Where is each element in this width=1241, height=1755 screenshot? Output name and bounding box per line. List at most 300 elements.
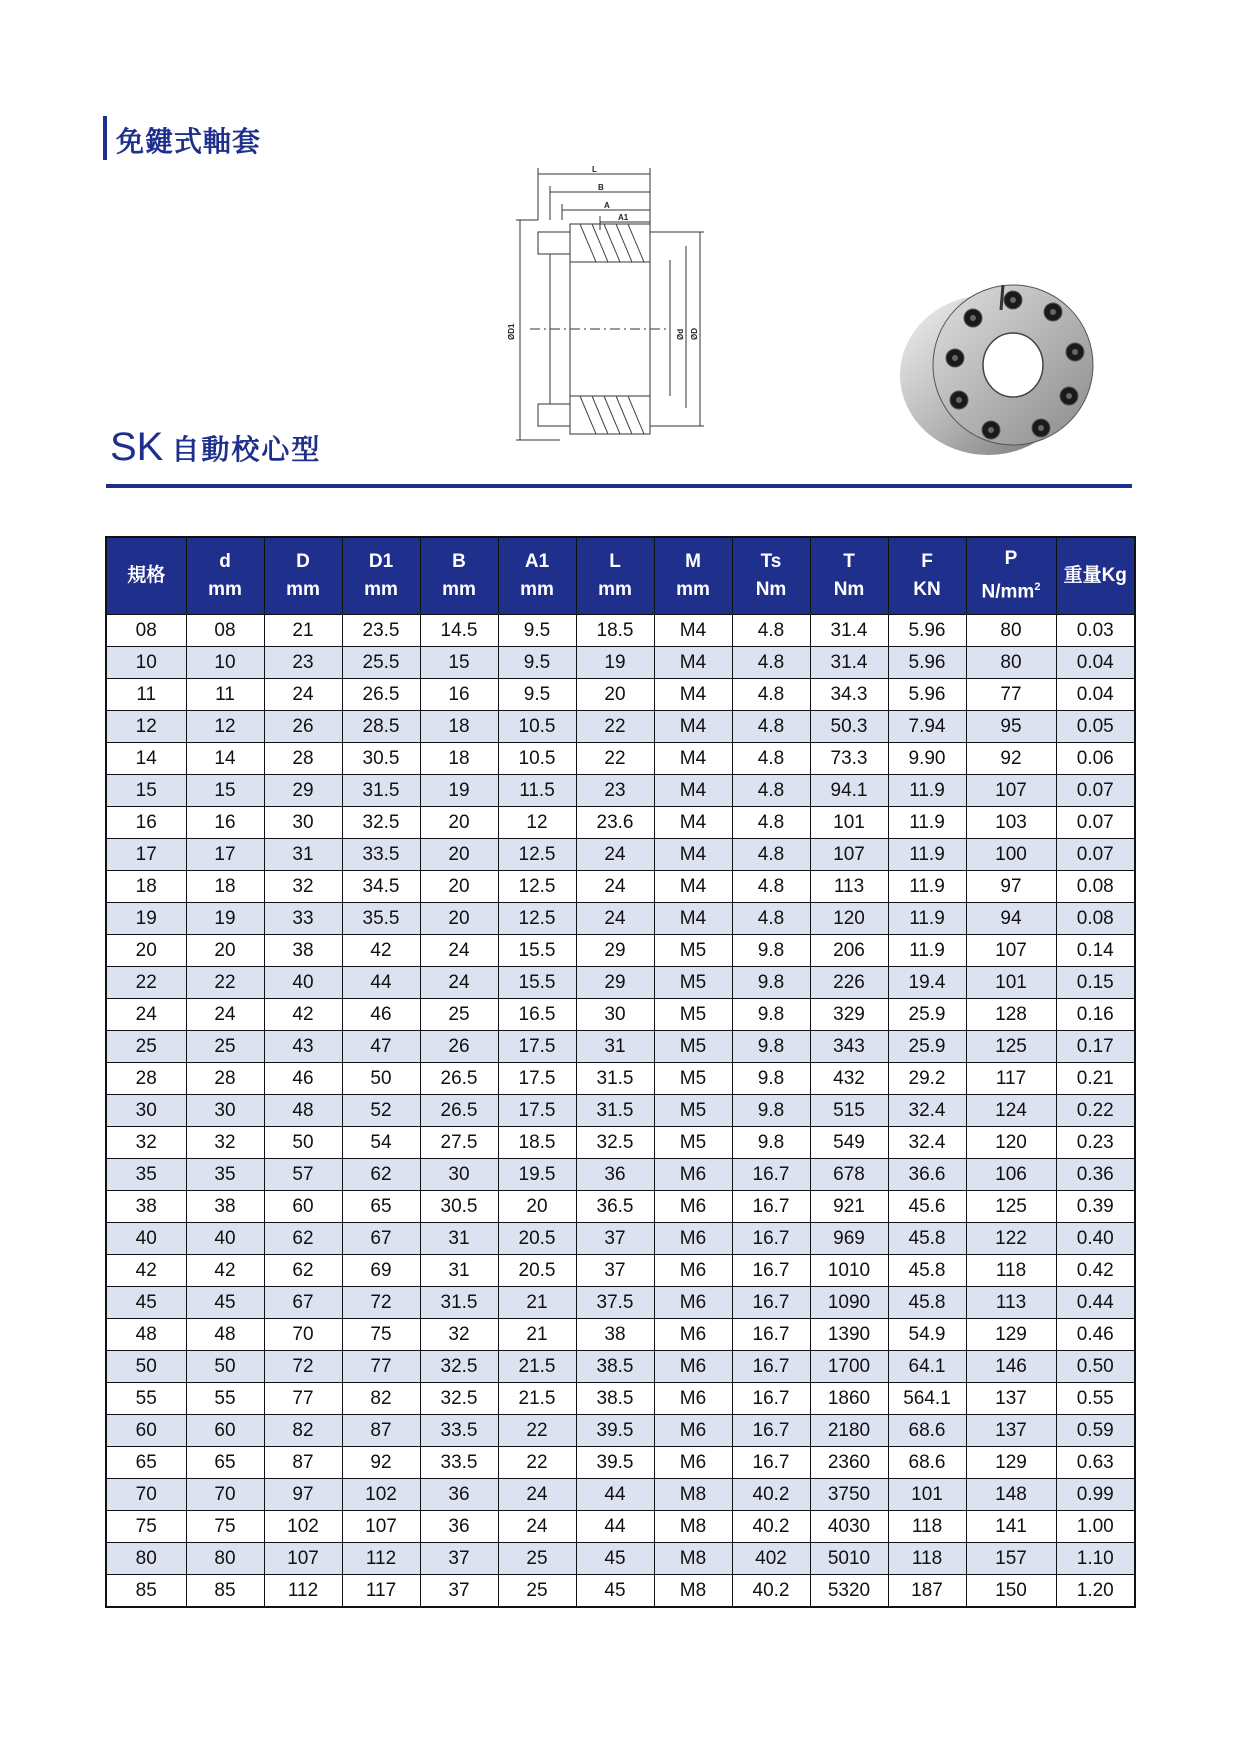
table-cell: 45.8 (888, 1255, 966, 1287)
table-cell: 11 (106, 679, 186, 711)
table-cell: M4 (654, 679, 732, 711)
table-cell: 33 (264, 903, 342, 935)
table-cell: 24 (186, 999, 264, 1031)
table-cell: 27.5 (420, 1127, 498, 1159)
table-cell: 36 (420, 1511, 498, 1543)
table-cell: 60 (264, 1191, 342, 1223)
table-cell: 38 (576, 1319, 654, 1351)
table-cell: 113 (966, 1287, 1056, 1319)
table-cell: 32.5 (342, 807, 420, 839)
table-row (106, 903, 1135, 935)
table-cell: M5 (654, 1095, 732, 1127)
table-row (106, 1255, 1135, 1287)
table-cell: 92 (342, 1447, 420, 1479)
dimension-drawing (500, 160, 710, 450)
table-cell: 34.3 (810, 679, 888, 711)
table-cell: 129 (966, 1447, 1056, 1479)
table-cell: 75 (106, 1511, 186, 1543)
table-cell: 38 (106, 1191, 186, 1223)
table-cell: 4.8 (732, 743, 810, 775)
table-cell: 38 (186, 1191, 264, 1223)
table-cell: 21 (498, 1319, 576, 1351)
table-cell: 9.8 (732, 1127, 810, 1159)
product-photo (893, 270, 1103, 460)
table-cell: 137 (966, 1383, 1056, 1415)
table-cell: 31.4 (810, 615, 888, 647)
table-cell: 80 (966, 615, 1056, 647)
table-cell: 48 (186, 1319, 264, 1351)
table-cell: 68.6 (888, 1415, 966, 1447)
table-cell: 44 (342, 967, 420, 999)
table-cell: 85 (106, 1575, 186, 1608)
table-cell: 94.1 (810, 775, 888, 807)
table-cell: M6 (654, 1255, 732, 1287)
table-cell: 101 (966, 967, 1056, 999)
table-cell: 0.03 (1056, 615, 1135, 647)
table-cell: 19 (420, 775, 498, 807)
table-cell: 4.8 (732, 871, 810, 903)
table-cell: 4.8 (732, 775, 810, 807)
table-row (106, 1575, 1135, 1608)
table-row (106, 839, 1135, 871)
table-cell: 107 (264, 1543, 342, 1575)
table-cell: 62 (264, 1255, 342, 1287)
table-cell: 33.5 (420, 1415, 498, 1447)
table-cell: 26.5 (420, 1063, 498, 1095)
section-name: 自動校心型 (171, 433, 322, 465)
table-cell: 19.4 (888, 967, 966, 999)
table-cell: 22 (498, 1447, 576, 1479)
col-header-d: d mm (186, 537, 264, 615)
table-cell: 40 (186, 1223, 264, 1255)
table-cell: 87 (342, 1415, 420, 1447)
table-cell: 4.8 (732, 679, 810, 711)
table-cell: 0.04 (1056, 679, 1135, 711)
col-header-D1: D1 mm (342, 537, 420, 615)
table-cell: 40.2 (732, 1575, 810, 1608)
dim-label-B: B (598, 183, 604, 192)
table-cell: 25.5 (342, 647, 420, 679)
table-cell: 82 (342, 1383, 420, 1415)
table-cell: 1090 (810, 1287, 888, 1319)
table-cell: 77 (342, 1351, 420, 1383)
table-cell: M4 (654, 743, 732, 775)
table-cell: M6 (654, 1415, 732, 1447)
table-row (106, 679, 1135, 711)
table-cell: 42 (342, 935, 420, 967)
table-cell: 35.5 (342, 903, 420, 935)
table-row (106, 967, 1135, 999)
table-cell: 549 (810, 1127, 888, 1159)
table-cell: 12 (498, 807, 576, 839)
table-cell: 343 (810, 1031, 888, 1063)
table-cell: 0.07 (1056, 807, 1135, 839)
table-cell: M8 (654, 1543, 732, 1575)
table-cell: 0.07 (1056, 839, 1135, 871)
table-cell: 1.10 (1056, 1543, 1135, 1575)
table-cell: 1.00 (1056, 1511, 1135, 1543)
table-cell: 22 (576, 711, 654, 743)
table-cell: 26 (420, 1031, 498, 1063)
table-cell: 129 (966, 1319, 1056, 1351)
table-row (106, 1287, 1135, 1319)
table-cell: 23.6 (576, 807, 654, 839)
table-cell: M4 (654, 871, 732, 903)
table-cell: 64.1 (888, 1351, 966, 1383)
table-cell: 45 (576, 1575, 654, 1608)
table-cell: 1010 (810, 1255, 888, 1287)
table-cell: 10 (186, 647, 264, 679)
table-row (106, 615, 1135, 647)
table-cell: 5.96 (888, 679, 966, 711)
col-header-L: L mm (576, 537, 654, 615)
table-cell: 08 (106, 615, 186, 647)
table-cell: 25 (420, 999, 498, 1031)
table-cell: 21 (498, 1287, 576, 1319)
table-cell: 69 (342, 1255, 420, 1287)
table-cell: 21.5 (498, 1351, 576, 1383)
table-cell: M5 (654, 1127, 732, 1159)
table-cell: 29.2 (888, 1063, 966, 1095)
page-header-title: 免鍵式軸套 (116, 126, 262, 157)
table-row (106, 999, 1135, 1031)
table-cell: 14 (106, 743, 186, 775)
table-cell: 60 (186, 1415, 264, 1447)
table-cell: 37.5 (576, 1287, 654, 1319)
table-cell: 30 (106, 1095, 186, 1127)
table-cell: 39.5 (576, 1415, 654, 1447)
table-cell: 44 (576, 1511, 654, 1543)
table-cell: 148 (966, 1479, 1056, 1511)
table-cell: 117 (966, 1063, 1056, 1095)
table-cell: 0.59 (1056, 1415, 1135, 1447)
table-cell: 5320 (810, 1575, 888, 1608)
table-cell: 38.5 (576, 1351, 654, 1383)
table-cell: 57 (264, 1159, 342, 1191)
table-cell: 45 (106, 1287, 186, 1319)
table-cell: M5 (654, 1063, 732, 1095)
table-cell: 46 (264, 1063, 342, 1095)
table-cell: 146 (966, 1351, 1056, 1383)
table-cell: 31.5 (576, 1095, 654, 1127)
table-cell: 118 (888, 1543, 966, 1575)
table-cell: 112 (342, 1543, 420, 1575)
table-cell: 42 (264, 999, 342, 1031)
col-header-P: P $N/mm^2$ (966, 537, 1056, 615)
table-cell: 402 (732, 1543, 810, 1575)
table-cell: 14.5 (420, 615, 498, 647)
table-cell: 16 (106, 807, 186, 839)
table-cell: M5 (654, 967, 732, 999)
table-cell: 16.7 (732, 1223, 810, 1255)
table-cell: 43 (264, 1031, 342, 1063)
table-cell: 18 (106, 871, 186, 903)
table-cell: 125 (966, 1031, 1056, 1063)
table-cell: 80 (966, 647, 1056, 679)
table-cell: 32 (106, 1127, 186, 1159)
table-cell: 9.8 (732, 935, 810, 967)
table-cell: 0.63 (1056, 1447, 1135, 1479)
table-cell: 112 (264, 1575, 342, 1608)
table-cell: 15 (420, 647, 498, 679)
table-cell: 38.5 (576, 1383, 654, 1415)
table-cell: 10.5 (498, 711, 576, 743)
table-cell: 46 (342, 999, 420, 1031)
table-cell: M6 (654, 1223, 732, 1255)
table-cell: 55 (186, 1383, 264, 1415)
table-cell: 157 (966, 1543, 1056, 1575)
table-cell: 103 (966, 807, 1056, 839)
table-cell: 82 (264, 1415, 342, 1447)
table-cell: 42 (106, 1255, 186, 1287)
table-cell: 24 (576, 839, 654, 871)
table-cell: 0.07 (1056, 775, 1135, 807)
table-cell: 30 (420, 1159, 498, 1191)
table-cell: 0.23 (1056, 1127, 1135, 1159)
table-cell: 52 (342, 1095, 420, 1127)
table-cell: 19 (186, 903, 264, 935)
table-cell: 50 (186, 1351, 264, 1383)
table-cell: 38 (264, 935, 342, 967)
table-cell: 120 (966, 1127, 1056, 1159)
table-cell: 21.5 (498, 1383, 576, 1415)
table-cell: M5 (654, 935, 732, 967)
table-cell: 14 (186, 743, 264, 775)
section-code: SK (110, 425, 164, 469)
table-cell: 37 (576, 1255, 654, 1287)
table-cell: 31.5 (576, 1063, 654, 1095)
table-cell: 15.5 (498, 935, 576, 967)
table-cell: 16.7 (732, 1191, 810, 1223)
table-cell: 32 (420, 1319, 498, 1351)
table-cell: 11.9 (888, 839, 966, 871)
table-cell: M8 (654, 1479, 732, 1511)
table-cell: 34.5 (342, 871, 420, 903)
table-cell: 102 (264, 1511, 342, 1543)
table-cell: 678 (810, 1159, 888, 1191)
table-cell: M6 (654, 1383, 732, 1415)
table-cell: 16 (186, 807, 264, 839)
table-cell: 20 (420, 839, 498, 871)
table-cell: 24 (498, 1511, 576, 1543)
table-cell: 45.8 (888, 1223, 966, 1255)
table-cell: 118 (888, 1511, 966, 1543)
table-cell: 24 (576, 871, 654, 903)
table-cell: 0.05 (1056, 711, 1135, 743)
table-cell: 23 (576, 775, 654, 807)
table-row (106, 871, 1135, 903)
col-header-Ts: Ts Nm (732, 537, 810, 615)
table-cell: 44 (576, 1479, 654, 1511)
table-cell: 28 (106, 1063, 186, 1095)
table-row (106, 1351, 1135, 1383)
table-row (106, 1159, 1135, 1191)
table-cell: 40 (264, 967, 342, 999)
table-cell: 70 (106, 1479, 186, 1511)
table-cell: 15.5 (498, 967, 576, 999)
table-cell: 72 (342, 1287, 420, 1319)
table-cell: 18 (420, 743, 498, 775)
col-header-A1: A1 mm (498, 537, 576, 615)
table-cell: 80 (186, 1543, 264, 1575)
table-cell: 0.17 (1056, 1031, 1135, 1063)
table-cell: 9.8 (732, 967, 810, 999)
table-cell: M5 (654, 999, 732, 1031)
table-cell: 24 (498, 1479, 576, 1511)
table-cell: 29 (576, 967, 654, 999)
table-cell: 37 (576, 1223, 654, 1255)
table-cell: 77 (264, 1383, 342, 1415)
table-cell: 0.50 (1056, 1351, 1135, 1383)
table-cell: 187 (888, 1575, 966, 1608)
table-cell: 25 (186, 1031, 264, 1063)
table-cell: 106 (966, 1159, 1056, 1191)
table-cell: 25.9 (888, 999, 966, 1031)
col-header-T: T Nm (810, 537, 888, 615)
table-cell: 30.5 (420, 1191, 498, 1223)
table-cell: 226 (810, 967, 888, 999)
table-cell: 4.8 (732, 647, 810, 679)
table-cell: 30 (186, 1095, 264, 1127)
table-cell: 65 (186, 1447, 264, 1479)
table-cell: 40 (106, 1223, 186, 1255)
table-cell: 15 (186, 775, 264, 807)
table-cell: 9.5 (498, 647, 576, 679)
table-cell: 3750 (810, 1479, 888, 1511)
table-cell: 16.7 (732, 1255, 810, 1287)
table-cell: 18.5 (498, 1127, 576, 1159)
table-cell: 11.9 (888, 871, 966, 903)
table-cell: 5010 (810, 1543, 888, 1575)
table-cell: 95 (966, 711, 1056, 743)
table-cell: 125 (966, 1191, 1056, 1223)
table-cell: 33.5 (342, 839, 420, 871)
table-cell: 32.5 (420, 1351, 498, 1383)
table-cell: M4 (654, 615, 732, 647)
table-cell: M4 (654, 807, 732, 839)
col-header-F: F KN (888, 537, 966, 615)
table-cell: 72 (264, 1351, 342, 1383)
table-cell: M6 (654, 1191, 732, 1223)
table-cell: 73.3 (810, 743, 888, 775)
table-cell: 23.5 (342, 615, 420, 647)
table-cell: 118 (966, 1255, 1056, 1287)
table-cell: 0.16 (1056, 999, 1135, 1031)
table-cell: 77 (966, 679, 1056, 711)
table-row (106, 743, 1135, 775)
table-row (106, 1191, 1135, 1223)
table-cell: 0.44 (1056, 1287, 1135, 1319)
table-cell: 12 (186, 711, 264, 743)
table-cell: 50 (106, 1351, 186, 1383)
table-cell: 85 (186, 1575, 264, 1608)
table-row (106, 807, 1135, 839)
table-cell: 65 (106, 1447, 186, 1479)
dim-label-d: Ød (676, 328, 685, 340)
table-cell: 25 (106, 1031, 186, 1063)
table-row (106, 711, 1135, 743)
table-cell: 67 (342, 1223, 420, 1255)
table-cell: 113 (810, 871, 888, 903)
dim-label-L: L (592, 165, 597, 174)
table-cell: 100 (966, 839, 1056, 871)
col-header-B: B mm (420, 537, 498, 615)
table-row (106, 1127, 1135, 1159)
table-cell: 4030 (810, 1511, 888, 1543)
table-cell: 20 (576, 679, 654, 711)
table-cell: 11.5 (498, 775, 576, 807)
table-cell: 0.14 (1056, 935, 1135, 967)
table-cell: 10 (106, 647, 186, 679)
table-row (106, 1319, 1135, 1351)
table-cell: 16.7 (732, 1351, 810, 1383)
table-cell: 26 (264, 711, 342, 743)
section-title (110, 425, 321, 470)
table-cell: 9.8 (732, 1031, 810, 1063)
table-cell: 22 (186, 967, 264, 999)
table-cell: 137 (966, 1415, 1056, 1447)
table-cell: 70 (264, 1319, 342, 1351)
table-cell: 4.8 (732, 615, 810, 647)
table-cell: 17.5 (498, 1063, 576, 1095)
table-cell: M4 (654, 775, 732, 807)
table-cell: 18 (186, 871, 264, 903)
table-cell: 54.9 (888, 1319, 966, 1351)
table-cell: 11.9 (888, 903, 966, 935)
table-cell: 9.5 (498, 679, 576, 711)
table-cell: 97 (264, 1479, 342, 1511)
table-cell: M4 (654, 903, 732, 935)
table-cell: 24 (420, 967, 498, 999)
table-cell: 20.5 (498, 1223, 576, 1255)
table-cell: 39.5 (576, 1447, 654, 1479)
table-cell: 87 (264, 1447, 342, 1479)
table-cell: M5 (654, 1031, 732, 1063)
table-cell: M6 (654, 1319, 732, 1351)
table-row (106, 1223, 1135, 1255)
table-cell: 35 (186, 1159, 264, 1191)
table-cell: 54 (342, 1127, 420, 1159)
table-cell: 4.8 (732, 807, 810, 839)
table-cell: 20 (498, 1191, 576, 1223)
table-row (106, 1447, 1135, 1479)
table-cell: 20 (420, 871, 498, 903)
table-cell: 67 (264, 1287, 342, 1319)
table-cell: 75 (342, 1319, 420, 1351)
table-cell: 515 (810, 1095, 888, 1127)
dim-label-A: A (604, 201, 610, 210)
table-cell: 36 (576, 1159, 654, 1191)
table-cell: 30 (264, 807, 342, 839)
table-cell: 20 (186, 935, 264, 967)
table-row (106, 1415, 1135, 1447)
header-accent-bar (103, 116, 107, 160)
table-cell: 32.5 (576, 1127, 654, 1159)
table-cell: 0.46 (1056, 1319, 1135, 1351)
table-cell: 16.5 (498, 999, 576, 1031)
table-cell: 107 (966, 775, 1056, 807)
table-cell: 31 (576, 1031, 654, 1063)
table-cell: 26.5 (420, 1095, 498, 1127)
table-cell: 16 (420, 679, 498, 711)
table-cell: 80 (106, 1543, 186, 1575)
table-cell: 9.8 (732, 1063, 810, 1095)
table-cell: 62 (342, 1159, 420, 1191)
table-cell: 24 (106, 999, 186, 1031)
table-cell: 35 (106, 1159, 186, 1191)
table-cell: 12.5 (498, 839, 576, 871)
table-cell: 0.08 (1056, 903, 1135, 935)
